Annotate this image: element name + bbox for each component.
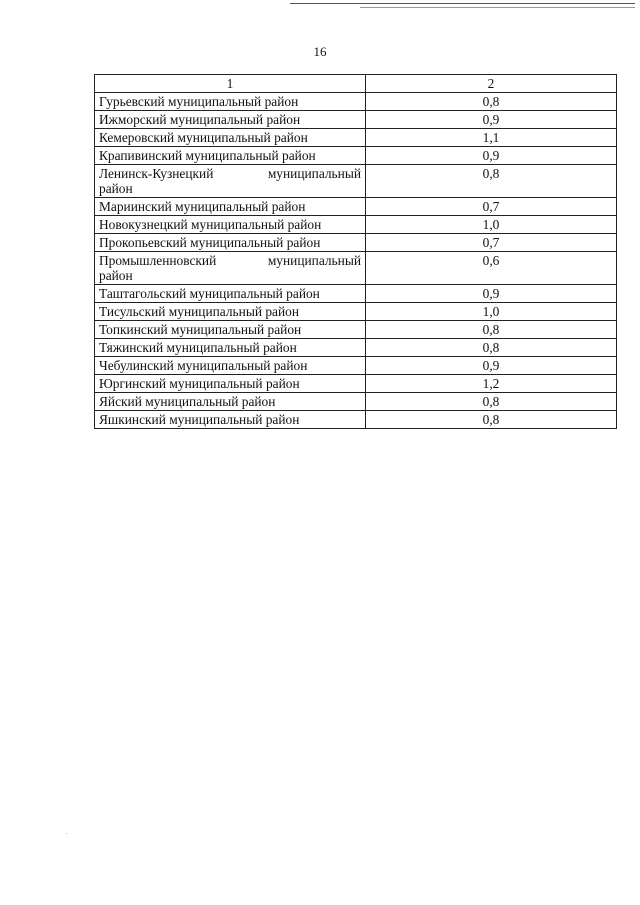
district-name-line-1: Ленинск-Кузнецкий муниципальный (99, 166, 361, 181)
table-row (95, 411, 617, 429)
district-name: Мариинский муниципальный район (95, 198, 366, 216)
table-row (95, 93, 617, 111)
coefficient-value: 0,8 (366, 393, 617, 411)
table-row (95, 111, 617, 129)
table-row (95, 198, 617, 216)
table-row (95, 216, 617, 234)
table-row (95, 234, 617, 252)
table-header-row (95, 75, 617, 93)
district-name-line-2: район (99, 181, 133, 196)
district-name: Прокопьевский муниципальный район (95, 234, 366, 252)
table-row (95, 252, 617, 285)
table-row (95, 321, 617, 339)
coefficient-value: 0,8 (366, 165, 617, 198)
district-name: Топкинский муниципальный район (95, 321, 366, 339)
table-row (95, 375, 617, 393)
district-name-line-1: Промышленновский муниципальный (99, 253, 361, 268)
table-row (95, 339, 617, 357)
coefficient-value: 0,9 (366, 357, 617, 375)
coefficient-value: 0,9 (366, 111, 617, 129)
coefficient-value: 0,9 (366, 285, 617, 303)
district-name: Крапивинский муниципальный район (95, 147, 366, 165)
table-row (95, 393, 617, 411)
table-row (95, 303, 617, 321)
district-name: Юргинский муниципальный район (95, 375, 366, 393)
table-row (95, 285, 617, 303)
coefficient-value: 1,0 (366, 216, 617, 234)
column-header-2: 2 (366, 75, 617, 93)
district-name: Чебулинский муниципальный район (95, 357, 366, 375)
coefficient-value: 0,8 (366, 411, 617, 429)
table-row (95, 147, 617, 165)
district-name: Гурьевский муниципальный район (95, 93, 366, 111)
coefficient-value: 0,8 (366, 321, 617, 339)
district-name: Яшкинский муниципальный район (95, 411, 366, 429)
coefficient-value: 0,6 (366, 252, 617, 285)
scan-speck (66, 833, 67, 834)
coefficient-value: 0,7 (366, 234, 617, 252)
coefficient-value: 1,1 (366, 129, 617, 147)
table-row (95, 357, 617, 375)
top-edge-line-secondary (360, 7, 635, 8)
coefficient-value: 0,8 (366, 93, 617, 111)
table-row (95, 129, 617, 147)
coefficient-table (94, 74, 617, 429)
coefficient-value: 0,7 (366, 198, 617, 216)
district-name: Новокузнецкий муниципальный район (95, 216, 366, 234)
column-header-1: 1 (95, 75, 366, 93)
top-edge-line (290, 3, 635, 4)
district-name-line-2: район (99, 268, 133, 283)
district-name: Таштагольский муниципальный район (95, 285, 366, 303)
district-name: Тисульский муниципальный район (95, 303, 366, 321)
district-name (95, 252, 366, 285)
district-name (95, 165, 366, 198)
district-name: Ижморский муниципальный район (95, 111, 366, 129)
district-name: Яйский муниципальный район (95, 393, 366, 411)
district-name: Кемеровский муниципальный район (95, 129, 366, 147)
page-number: 16 (313, 44, 327, 59)
table-row (95, 165, 617, 198)
coefficient-value: 0,8 (366, 339, 617, 357)
district-name: Тяжинский муниципальный район (95, 339, 366, 357)
coefficient-value: 1,2 (366, 375, 617, 393)
coefficient-value: 1,0 (366, 303, 617, 321)
coefficient-value: 0,9 (366, 147, 617, 165)
